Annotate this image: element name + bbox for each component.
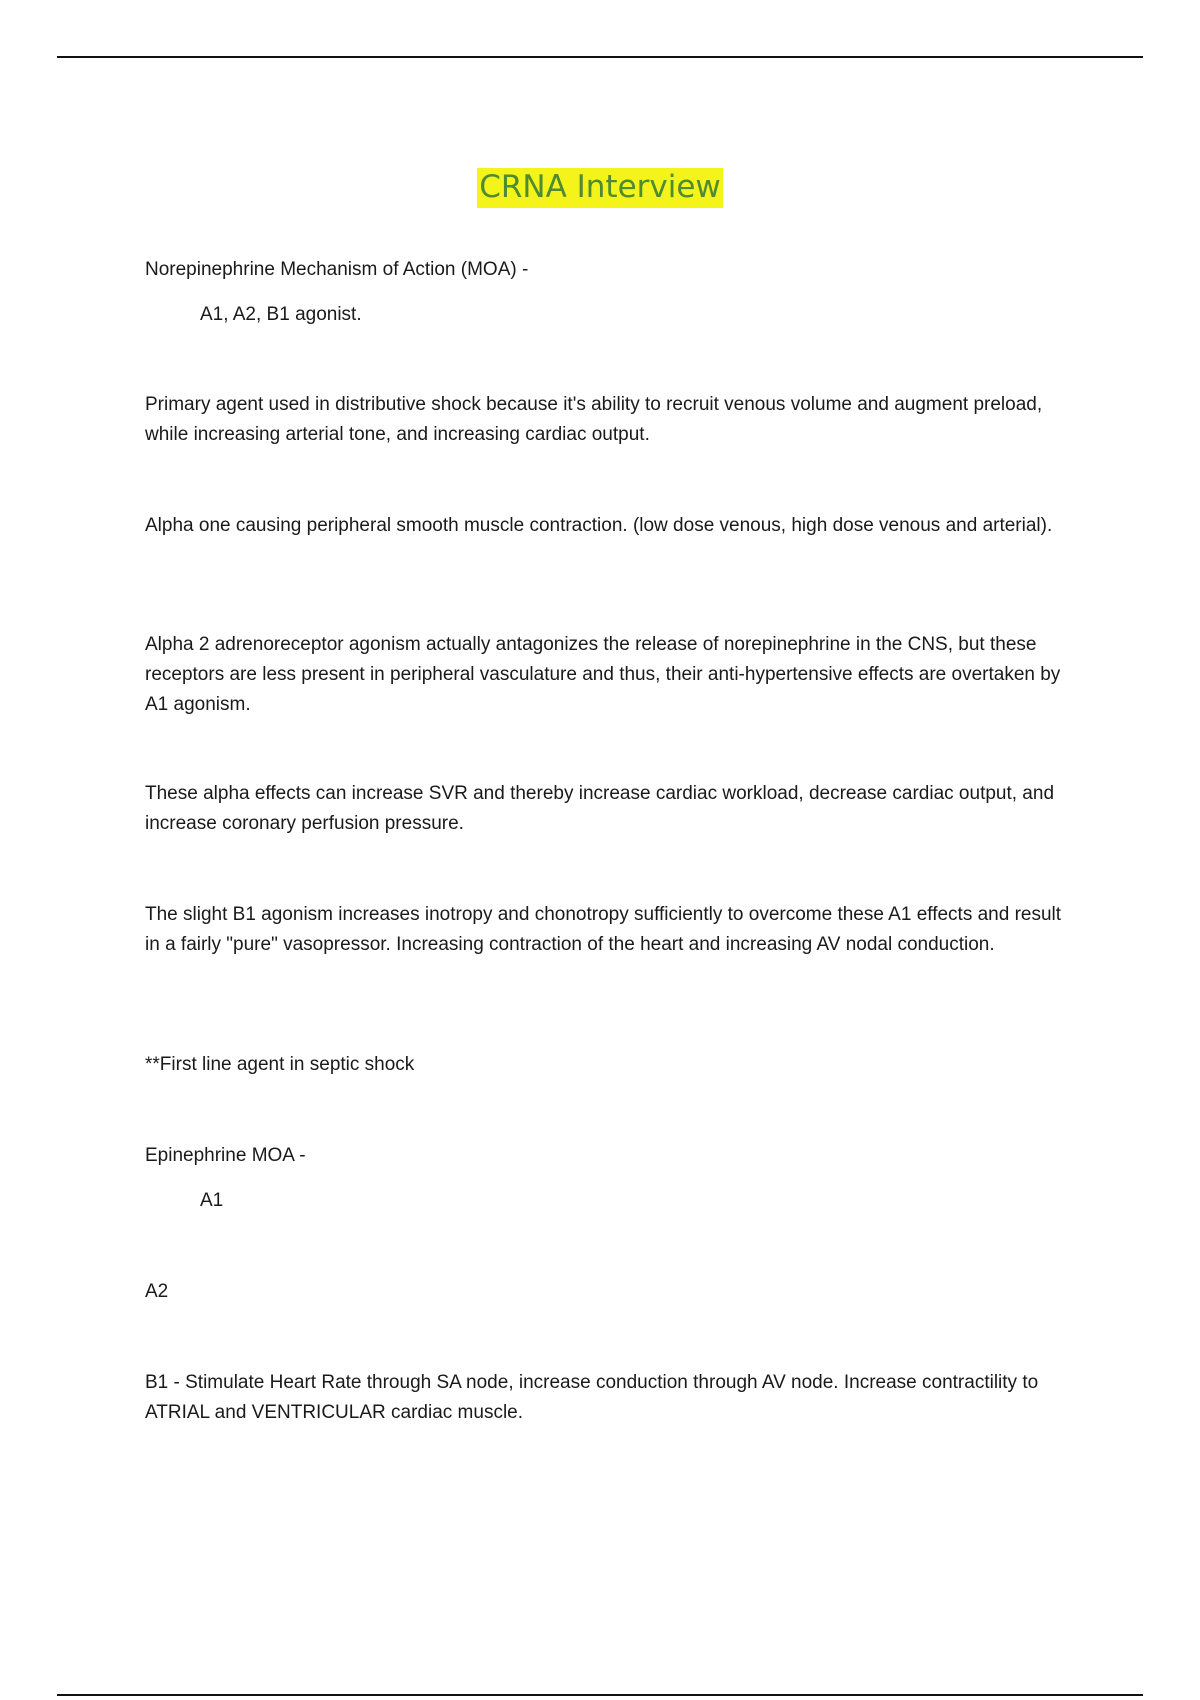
paragraph-alpha-effects: These alpha effects can increase SVR and thereby increase cardiac workload, decrease cardiac output, and increase coronary perfusion pressure. [145,783,1055,834]
paragraph-a2: A2 [145,1281,169,1302]
paragraph-norepinephrine-heading: Norepinephrine Mechanism of Action (MOA) - [145,259,529,280]
footer-rule [57,1694,1143,1696]
title-container [0,168,1200,208]
paragraph-alpha-one: Alpha one causing peripheral smooth muscle contraction. (low dose venous, high dose venous and arterial). [145,515,1053,536]
paragraph-b1-stimulate: B1 - Stimulate Heart Rate through SA node, increase conduction through AV node. Increase contractility to ATRIAL and VENTRICULAR cardiac muscle. [145,1372,1039,1423]
paragraph-epinephrine-heading: Epinephrine MOA - [145,1145,306,1166]
paragraph-primary-agent: Primary agent used in distributive shock because it's ability to recruit venous volume and augment preload, while increasing arterial tone, and increasing cardiac output. [145,394,1043,445]
paragraph-first-line: **First line agent in septic shock [145,1054,415,1075]
paragraph-a1: A1 [200,1190,224,1211]
paragraph-receptor-list: A1, A2, B1 agonist. [200,304,362,325]
paragraph-b1-agonism: The slight B1 agonism increases inotropy and chonotropy sufficiently to overcome these A1 effects and result in a fairly "pure" vasopressor. Increasing contraction of the heart and increasing AV nodal conduction. [145,904,1062,955]
header-rule [57,56,1143,58]
document-title: CRNA Interview [477,168,723,208]
paragraph-alpha-two: Alpha 2 adrenoreceptor agonism actually antagonizes the release of norepinephrine in the CNS, but these receptors are less present in peripheral vasculature and thus, their anti-hypertensive effects are overtaken by A1 agonism. [145,634,1061,715]
